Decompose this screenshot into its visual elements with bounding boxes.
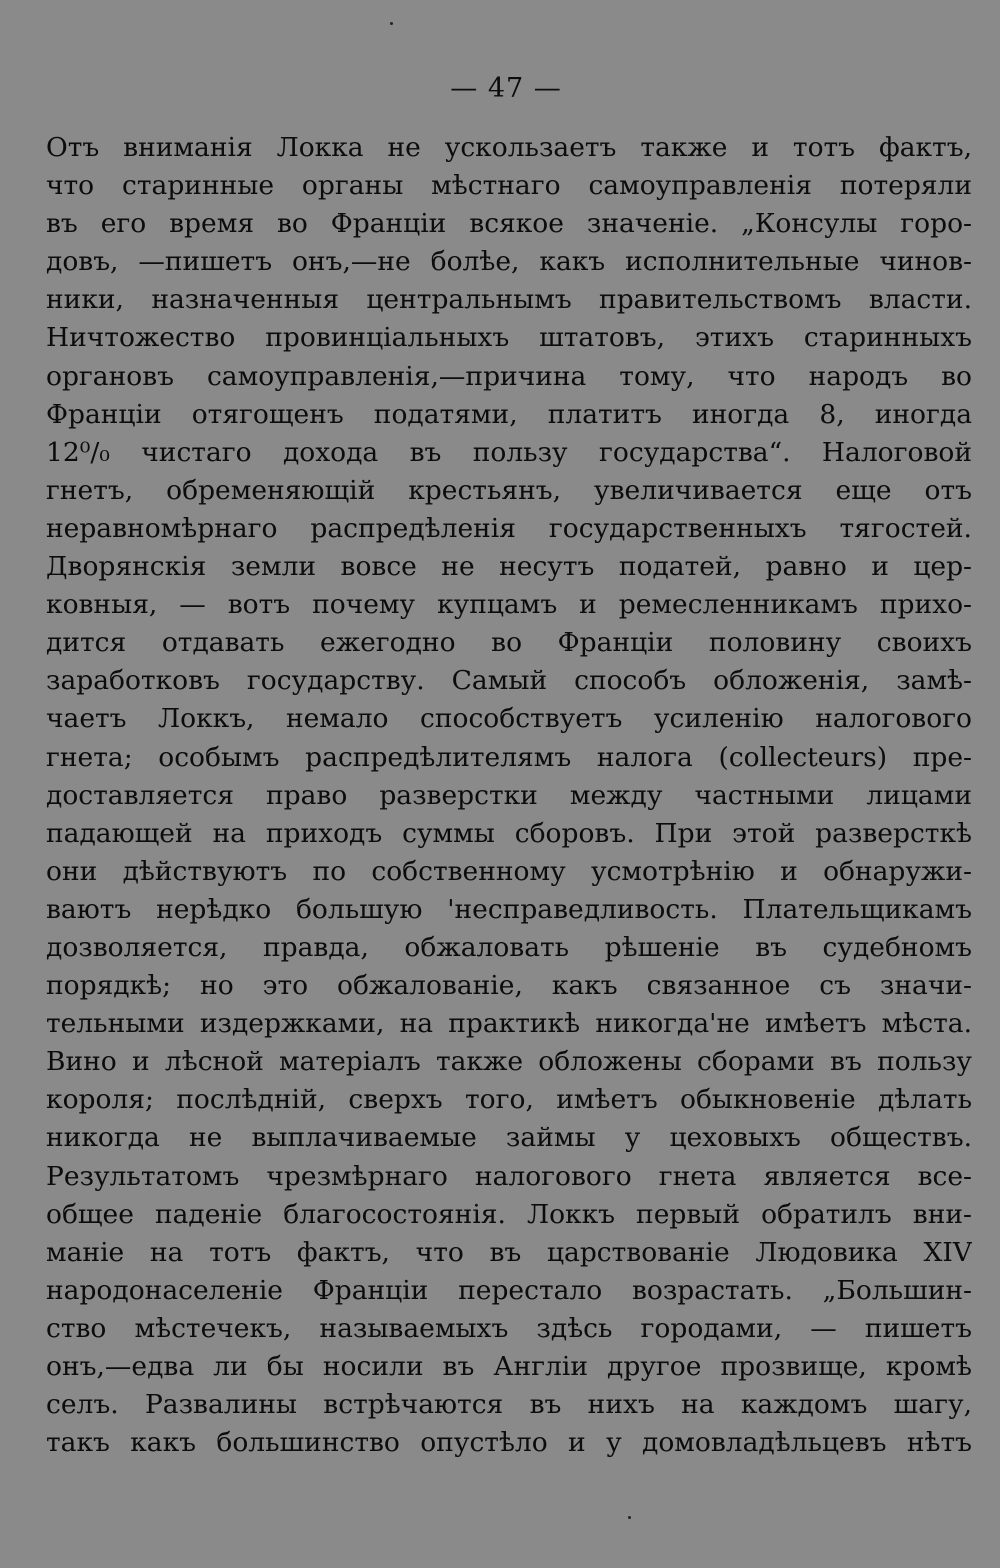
text-line: маніе на тотъ фактъ, что въ царствованіе Людовика XIV (46, 1236, 972, 1268)
text-line: Результатомъ чрезмѣрнаго налогового гнета является все- (46, 1160, 972, 1192)
text-line: ство мѣстечекъ, называемыхъ здѣсь городами, — пишетъ (46, 1312, 972, 1344)
text-line: никогда не выплачиваемые займы у цеховыхъ обществъ. (46, 1122, 972, 1154)
text-line: короля; послѣдній, сверхъ того, имѣетъ обыкновеніе дѣлать (46, 1084, 972, 1116)
text-line: тельными издержками, на практикѣ никогда'не имѣетъ мѣста. (46, 1008, 972, 1040)
text-line: Дворянскія земли вовсе не несутъ податей, равно и цер- (46, 551, 972, 583)
text-line: онъ,—едва ли бы носили въ Англіи другое прозвище, кромѣ (46, 1351, 972, 1382)
text-line: органовъ самоуправленія,—причина тому, что народъ во (46, 360, 972, 392)
text-line: гнетъ, обременяющій крестьянъ, увеличивается еще отъ (46, 474, 972, 506)
text-line: падающей на приходъ суммы сборовъ. При этой разверсткѣ (46, 817, 972, 849)
text-line: селъ. Развалины встрѣчаются въ нихъ на каждомъ шагу, (46, 1389, 972, 1421)
page-number: — 47 — (450, 73, 562, 104)
text-line: такъ какъ большинство опустѣло и у домовладѣльцевъ нѣтъ (46, 1427, 972, 1459)
text-line: Франціи отягощенъ податями, платитъ иногда 8, иногда (46, 398, 972, 430)
text-line: народонаселеніе Франціи перестало возрастать. „Большин- (46, 1274, 972, 1306)
text-line: порядкѣ; но это обжалованіе, какъ связанное съ значи- (46, 970, 972, 1002)
text-line: общее паденіе благосостоянія. Локкъ первый обратилъ вни- (46, 1198, 972, 1230)
text-line: ваютъ нерѣдко большую 'несправедливость. Плательщикамъ (46, 893, 972, 925)
text-line: гнета; особымъ распредѣлителямъ налога (collecteurs) пре- (46, 741, 972, 773)
scan-speck (628, 1516, 631, 1519)
text-line: чаетъ Локкъ, немало способствуетъ усиленію налогового (46, 703, 972, 735)
text-line: ники, назначенныя центральнымъ правительствомъ власти. (46, 284, 972, 316)
text-line: заработковъ государству. Самый способъ обложенія, замѣ- (46, 665, 972, 697)
text-line: Ничтожество провинціальныхъ штатовъ, этихъ старинныхъ (46, 322, 972, 354)
text-line: доставляется право разверстки между частными лицами (46, 779, 972, 811)
text-line: что старинные органы мѣстнаго самоуправленія потеряли (46, 170, 972, 202)
scan-speck (390, 22, 393, 25)
text-line: дозволяется, правда, обжаловать рѣшеніе въ судебномъ (46, 931, 972, 963)
text-line: они дѣйствуютъ по собственному усмотрѣнію и обнаружи- (46, 855, 972, 887)
text-line: 12⁰/₀ чистаго дохода въ пользу государства“. Налоговой (46, 436, 972, 468)
text-line: дится отдавать ежегодно во Франціи половину своихъ (46, 627, 972, 659)
text-line: Отъ вниманія Локка не ускользаетъ также и тотъ фактъ, (46, 132, 972, 163)
text-line: довъ, —пишетъ онъ,—не болѣе, какъ исполнительные чинов- (46, 246, 972, 278)
text-line: неравномѣрнаго распредѣленія государственныхъ тягостей. (46, 512, 972, 544)
text-line: Вино и лѣсной матеріалъ также обложены сборами въ пользу (46, 1046, 972, 1078)
body-text (46, 129, 972, 1462)
text-line: ковныя, — вотъ почему купцамъ и ремесленникамъ прихо- (46, 589, 972, 621)
text-line: въ его время во Франціи всякое значеніе. „Консулы горо- (46, 208, 972, 240)
